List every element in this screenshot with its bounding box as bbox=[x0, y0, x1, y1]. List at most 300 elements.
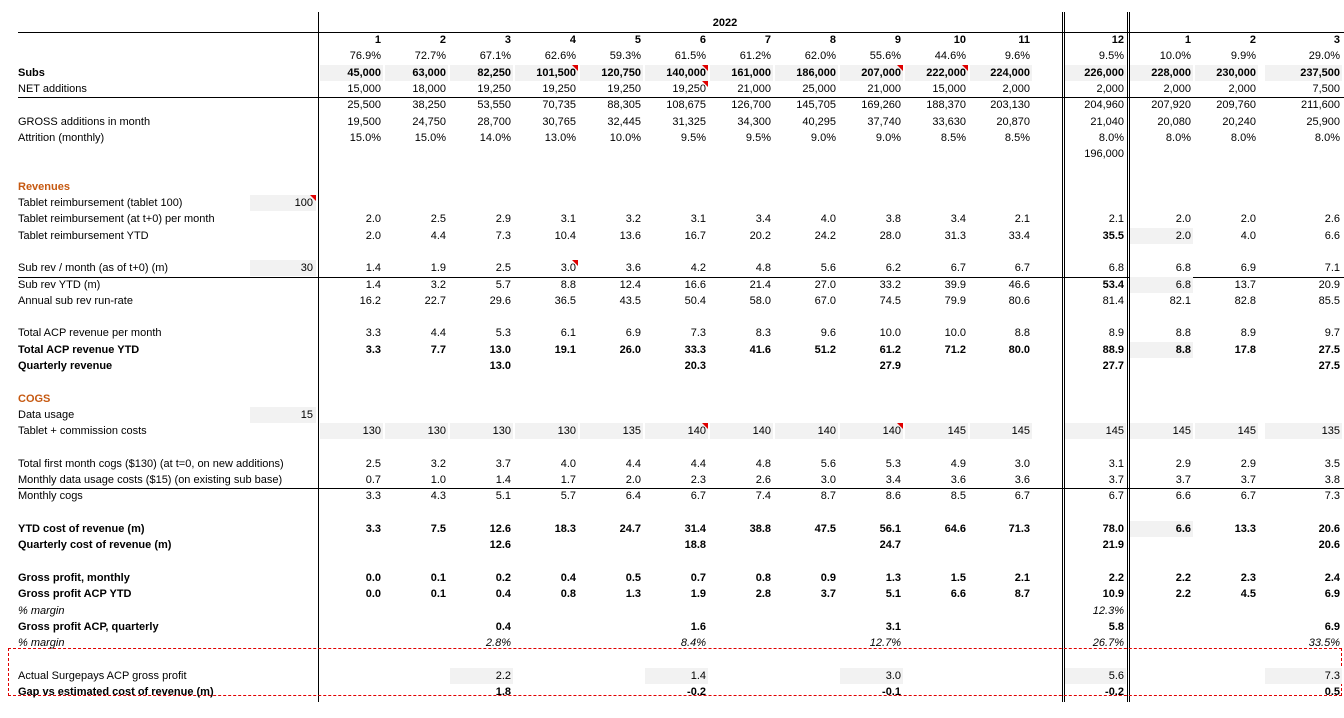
cell[interactable] bbox=[710, 146, 773, 162]
cell[interactable] bbox=[580, 537, 643, 553]
cell[interactable]: 21.9 bbox=[1102, 539, 1124, 552]
cell[interactable]: 10.4 bbox=[554, 229, 576, 242]
cell[interactable]: 64.6 bbox=[944, 523, 966, 535]
cell[interactable]: 2.9 bbox=[1175, 457, 1191, 470]
cell[interactable]: 18,000 bbox=[412, 82, 446, 95]
cell[interactable]: 4.2 bbox=[690, 262, 706, 275]
cell[interactable]: 20,240 bbox=[1222, 115, 1256, 128]
cell[interactable]: 2.1 bbox=[1108, 213, 1124, 226]
cell[interactable]: 126,700 bbox=[731, 99, 771, 112]
comment-indicator-icon[interactable] bbox=[702, 65, 708, 71]
cell[interactable]: 45,000 bbox=[320, 65, 383, 81]
cell[interactable]: 15,000 bbox=[932, 82, 966, 95]
cell[interactable]: 32,445 bbox=[607, 115, 641, 128]
cell[interactable]: 3.0 bbox=[560, 262, 576, 275]
cell[interactable]: 3.8 bbox=[1324, 474, 1340, 487]
cell[interactable] bbox=[385, 668, 448, 684]
cell[interactable]: 4.4 bbox=[430, 229, 446, 242]
cell[interactable]: 4.0 bbox=[820, 213, 836, 226]
cell[interactable]: 6.6 bbox=[1324, 229, 1340, 242]
cell[interactable]: 47.5 bbox=[814, 523, 836, 535]
cell[interactable] bbox=[1130, 358, 1193, 374]
cell[interactable] bbox=[775, 619, 838, 635]
cell[interactable] bbox=[1265, 603, 1342, 619]
cell[interactable]: 27.5 bbox=[1318, 343, 1340, 356]
cell[interactable]: 31,325 bbox=[672, 115, 706, 128]
cell[interactable]: 8 bbox=[829, 34, 836, 46]
cell[interactable] bbox=[775, 635, 838, 651]
cell[interactable]: 6.4 bbox=[625, 490, 641, 503]
cell[interactable]: 9.9% bbox=[1230, 50, 1256, 63]
cell[interactable]: 15,000 bbox=[347, 82, 381, 95]
cell[interactable]: 9.7 bbox=[1324, 327, 1340, 340]
cell[interactable]: 55.6% bbox=[869, 50, 901, 63]
cell[interactable]: 36.5 bbox=[554, 294, 576, 307]
cell[interactable] bbox=[775, 684, 838, 700]
cell[interactable]: 3.4 bbox=[950, 213, 966, 226]
cell[interactable]: 7.3 bbox=[1324, 490, 1340, 503]
cell[interactable]: 0.2 bbox=[495, 571, 511, 584]
cell[interactable]: 3.2 bbox=[430, 457, 446, 470]
cell[interactable]: 38,250 bbox=[412, 99, 446, 112]
cell[interactable]: 7.5 bbox=[430, 523, 446, 535]
cell[interactable]: 2.0 bbox=[1130, 228, 1193, 244]
cell[interactable]: 72.7% bbox=[414, 50, 446, 63]
cell[interactable]: 2,000 bbox=[1228, 82, 1256, 95]
cell[interactable]: 196,000 bbox=[1084, 148, 1124, 161]
cell[interactable] bbox=[515, 603, 578, 619]
cell[interactable]: 15.0% bbox=[349, 131, 381, 144]
cell[interactable]: 53.4 bbox=[1102, 278, 1124, 291]
cell[interactable] bbox=[515, 619, 578, 635]
cell[interactable]: 25,000 bbox=[802, 82, 836, 95]
comment-indicator-icon[interactable] bbox=[572, 65, 578, 71]
cell[interactable]: 15.0% bbox=[414, 131, 446, 144]
cell[interactable]: 5.8 bbox=[1108, 620, 1124, 633]
cell[interactable]: 8.5 bbox=[950, 490, 966, 503]
cell[interactable]: 4 bbox=[569, 34, 576, 46]
comment-indicator-icon[interactable] bbox=[702, 81, 708, 87]
cell[interactable]: 2,000 bbox=[1163, 82, 1191, 95]
cell[interactable]: 5.6 bbox=[1065, 668, 1126, 684]
cell[interactable]: 21,040 bbox=[1090, 115, 1124, 128]
cell[interactable]: 3 bbox=[1333, 34, 1340, 46]
cell[interactable]: 82.8 bbox=[1234, 294, 1256, 307]
cell[interactable] bbox=[840, 146, 903, 162]
cell[interactable]: 12.6 bbox=[489, 523, 511, 535]
cell[interactable]: 3.5 bbox=[1324, 457, 1340, 470]
cell[interactable]: 7.3 bbox=[495, 229, 511, 242]
cell[interactable] bbox=[580, 619, 643, 635]
comment-indicator-icon[interactable] bbox=[897, 65, 903, 71]
cell[interactable]: 0.7 bbox=[690, 571, 706, 584]
cell[interactable]: 2.2 bbox=[1175, 588, 1191, 601]
cell[interactable]: 2.0 bbox=[365, 229, 381, 242]
cell[interactable]: 7,500 bbox=[1312, 82, 1340, 95]
cell[interactable]: 59.3% bbox=[609, 50, 641, 63]
cell[interactable]: 8.3 bbox=[755, 327, 771, 340]
cell[interactable]: 3.3 bbox=[365, 490, 381, 503]
cell[interactable]: 4.0 bbox=[1240, 229, 1256, 242]
cell[interactable] bbox=[320, 635, 383, 651]
cell[interactable]: 7.1 bbox=[1324, 262, 1340, 275]
cell[interactable] bbox=[385, 537, 448, 553]
cell[interactable]: 50.4 bbox=[684, 294, 706, 307]
cell[interactable]: 145 bbox=[1065, 423, 1126, 439]
cell[interactable]: 4.8 bbox=[755, 262, 771, 275]
cell[interactable]: 2.8 bbox=[755, 588, 771, 601]
cell[interactable]: 4.9 bbox=[950, 457, 966, 470]
cell[interactable] bbox=[580, 684, 643, 700]
cell[interactable]: 2,000 bbox=[1002, 82, 1030, 95]
cell[interactable]: 5.7 bbox=[495, 278, 511, 291]
cell[interactable]: 5.1 bbox=[495, 490, 511, 503]
cell[interactable] bbox=[580, 635, 643, 651]
comment-indicator-icon[interactable] bbox=[702, 423, 708, 429]
cell[interactable]: 145 bbox=[1130, 423, 1193, 439]
cell[interactable]: 80.0 bbox=[1008, 343, 1030, 356]
cell[interactable]: 2.1 bbox=[1014, 571, 1030, 584]
cell[interactable]: 2.8% bbox=[485, 637, 511, 650]
cell[interactable]: 8.4% bbox=[680, 637, 706, 650]
cell[interactable]: 33.4 bbox=[1008, 229, 1030, 242]
cell[interactable]: 9.5% bbox=[1098, 50, 1124, 63]
cell[interactable]: 1.0 bbox=[430, 474, 446, 487]
cell[interactable] bbox=[1265, 146, 1342, 162]
cell[interactable]: 26.7% bbox=[1092, 637, 1124, 650]
cell[interactable] bbox=[645, 603, 708, 619]
cell[interactable]: 9.5% bbox=[680, 131, 706, 144]
cell[interactable]: 5.7 bbox=[560, 490, 576, 503]
comment-indicator-icon[interactable] bbox=[310, 195, 316, 201]
cell[interactable]: 76.9% bbox=[349, 50, 381, 63]
cell[interactable] bbox=[970, 635, 1032, 651]
cell[interactable]: 8.8 bbox=[560, 278, 576, 291]
cell[interactable]: 12 bbox=[1111, 34, 1124, 46]
cell[interactable]: 3.1 bbox=[1108, 457, 1124, 470]
cell[interactable] bbox=[515, 635, 578, 651]
cell[interactable]: 3.6 bbox=[950, 474, 966, 487]
cell[interactable]: 29.6 bbox=[489, 294, 511, 307]
cell[interactable]: 67.1% bbox=[479, 50, 511, 63]
cell[interactable] bbox=[775, 603, 838, 619]
cell[interactable]: 2.0 bbox=[1175, 213, 1191, 226]
cell[interactable]: 2.9 bbox=[1240, 457, 1256, 470]
cell[interactable] bbox=[385, 358, 448, 374]
cell[interactable]: 3 bbox=[504, 34, 511, 46]
cell[interactable] bbox=[515, 684, 578, 700]
cell[interactable]: 16.7 bbox=[684, 229, 706, 242]
cell[interactable]: 3.0 bbox=[840, 668, 903, 684]
cell[interactable]: 10.9 bbox=[1102, 588, 1124, 601]
cell[interactable]: 130 bbox=[515, 423, 578, 439]
cell[interactable]: 4.3 bbox=[430, 490, 446, 503]
cell[interactable]: 120,750 bbox=[580, 65, 643, 81]
cell[interactable]: 5.6 bbox=[820, 457, 836, 470]
cell[interactable]: 1.3 bbox=[885, 571, 901, 584]
cell[interactable]: 20.9 bbox=[1318, 278, 1340, 291]
cell[interactable]: 3.6 bbox=[625, 262, 641, 275]
cell[interactable]: 1 bbox=[1184, 34, 1191, 46]
cell[interactable] bbox=[710, 668, 773, 684]
cell[interactable] bbox=[1195, 537, 1258, 553]
cell[interactable] bbox=[970, 603, 1032, 619]
cell[interactable] bbox=[515, 668, 578, 684]
cell[interactable] bbox=[775, 358, 838, 374]
cell[interactable]: 13.0% bbox=[544, 131, 576, 144]
cell[interactable]: 140,000 bbox=[645, 65, 708, 81]
cell[interactable]: 27.5 bbox=[1318, 360, 1340, 372]
cell[interactable] bbox=[970, 358, 1032, 374]
cell[interactable] bbox=[1130, 668, 1193, 684]
cell[interactable]: 81.4 bbox=[1102, 294, 1124, 307]
cell[interactable]: 3.4 bbox=[885, 474, 901, 487]
cell[interactable]: 33.2 bbox=[879, 278, 901, 291]
cell[interactable]: 9 bbox=[894, 34, 901, 46]
cell[interactable]: 7 bbox=[764, 34, 771, 46]
cell[interactable]: 0.5 bbox=[625, 571, 641, 584]
cell[interactable]: 0.8 bbox=[755, 571, 771, 584]
cell[interactable]: 12.3% bbox=[1092, 604, 1124, 617]
cell[interactable]: 3.3 bbox=[365, 327, 381, 340]
cell[interactable] bbox=[1195, 668, 1258, 684]
cell[interactable]: 20,870 bbox=[996, 115, 1030, 128]
cell[interactable] bbox=[710, 635, 773, 651]
cell[interactable]: 8.6 bbox=[885, 490, 901, 503]
cell[interactable]: 2.3 bbox=[1240, 571, 1256, 584]
cell[interactable]: 33.5% bbox=[1308, 637, 1340, 650]
cell[interactable]: 3.0 bbox=[1014, 457, 1030, 470]
cell[interactable]: -0.2 bbox=[687, 686, 706, 698]
cell[interactable]: 24.2 bbox=[814, 229, 836, 242]
cell[interactable]: 140 bbox=[840, 423, 903, 439]
cell[interactable]: 46.6 bbox=[1008, 278, 1030, 291]
cell[interactable]: 24,750 bbox=[412, 115, 446, 128]
cell[interactable]: 3.1 bbox=[560, 213, 576, 226]
cell[interactable]: 38.8 bbox=[749, 523, 771, 535]
cell[interactable]: 5.3 bbox=[495, 327, 511, 340]
cell[interactable]: 80.6 bbox=[1008, 294, 1030, 307]
cell[interactable]: 10.0% bbox=[1159, 50, 1191, 63]
cell[interactable] bbox=[1130, 537, 1193, 553]
cell[interactable]: 31.3 bbox=[944, 229, 966, 242]
comment-indicator-icon[interactable] bbox=[962, 65, 968, 71]
cell[interactable] bbox=[1130, 635, 1193, 651]
cell[interactable]: 145,705 bbox=[796, 99, 836, 112]
cell[interactable]: 3.7 bbox=[820, 588, 836, 601]
cell[interactable]: 130 bbox=[320, 423, 383, 439]
cell[interactable]: 9.0% bbox=[810, 131, 836, 144]
cell[interactable] bbox=[905, 619, 968, 635]
cell[interactable]: 204,960 bbox=[1084, 99, 1124, 112]
cell[interactable]: 67.0 bbox=[814, 294, 836, 307]
cell[interactable]: 2 bbox=[439, 34, 446, 46]
cell[interactable]: 2.0 bbox=[625, 474, 641, 487]
cell[interactable]: 6.9 bbox=[1240, 262, 1256, 275]
cell[interactable]: 12.7% bbox=[869, 637, 901, 650]
cell[interactable]: 3.7 bbox=[495, 457, 511, 470]
cell[interactable]: 2.6 bbox=[1324, 213, 1340, 226]
cell[interactable] bbox=[905, 684, 968, 700]
cell[interactable]: 224,000 bbox=[970, 65, 1032, 81]
cell[interactable]: 13.0 bbox=[489, 343, 511, 356]
cell[interactable]: 145 bbox=[1195, 423, 1258, 439]
cell[interactable]: 6.6 bbox=[1175, 490, 1191, 503]
cell[interactable]: 5 bbox=[634, 34, 641, 46]
cell[interactable]: 33,630 bbox=[932, 115, 966, 128]
cell[interactable]: 10.0% bbox=[609, 131, 641, 144]
cell[interactable]: 6.9 bbox=[1324, 588, 1340, 601]
cell[interactable]: 10.0 bbox=[944, 327, 966, 340]
cell[interactable]: 8.0% bbox=[1098, 131, 1124, 144]
cell[interactable]: 28,700 bbox=[477, 115, 511, 128]
cell[interactable]: -0.2 bbox=[1105, 686, 1124, 698]
cell[interactable]: 4.5 bbox=[1240, 588, 1256, 601]
cell[interactable]: 228,000 bbox=[1130, 65, 1193, 81]
cell[interactable]: 8.0% bbox=[1165, 131, 1191, 144]
cell[interactable]: 3.3 bbox=[365, 523, 381, 535]
cell[interactable]: 82,250 bbox=[450, 65, 513, 81]
cell[interactable]: 3.1 bbox=[885, 620, 901, 633]
cell[interactable] bbox=[840, 603, 903, 619]
cell[interactable] bbox=[385, 146, 448, 162]
cell[interactable]: 3.2 bbox=[430, 278, 446, 291]
cell[interactable]: 9.6% bbox=[1004, 50, 1030, 63]
cell[interactable] bbox=[580, 603, 643, 619]
cell[interactable]: 21,000 bbox=[737, 82, 771, 95]
input-cell[interactable]: 15 bbox=[250, 407, 316, 423]
cell[interactable]: 6.1 bbox=[560, 327, 576, 340]
cell[interactable]: 188,370 bbox=[926, 99, 966, 112]
cell[interactable] bbox=[1130, 146, 1193, 162]
cell[interactable]: 207,920 bbox=[1151, 99, 1191, 112]
cell[interactable]: 61.2 bbox=[879, 343, 901, 356]
cell[interactable] bbox=[710, 537, 773, 553]
cell[interactable] bbox=[645, 146, 708, 162]
cell[interactable]: 0.1 bbox=[430, 571, 446, 584]
cell[interactable]: 63,000 bbox=[385, 65, 448, 81]
cell[interactable] bbox=[775, 537, 838, 553]
cell[interactable]: 35.5 bbox=[1102, 229, 1124, 242]
cell[interactable]: 53,550 bbox=[477, 99, 511, 112]
cell[interactable]: 0.5 bbox=[1324, 686, 1340, 698]
cell[interactable] bbox=[1195, 603, 1258, 619]
cell[interactable]: 71.3 bbox=[1008, 523, 1030, 535]
cell[interactable]: 27.7 bbox=[1102, 360, 1124, 372]
cell[interactable]: 2.2 bbox=[1175, 571, 1191, 584]
cell[interactable]: 6.7 bbox=[690, 490, 706, 503]
cell[interactable]: 17.8 bbox=[1234, 343, 1256, 356]
cell[interactable]: 8.0% bbox=[1230, 131, 1256, 144]
comment-indicator-icon[interactable] bbox=[897, 423, 903, 429]
cell[interactable]: 140 bbox=[775, 423, 838, 439]
cell[interactable] bbox=[385, 635, 448, 651]
cell[interactable]: 6.8 bbox=[1130, 277, 1193, 293]
cell[interactable] bbox=[970, 537, 1032, 553]
cell[interactable] bbox=[320, 668, 383, 684]
cell[interactable]: 2.2 bbox=[450, 668, 513, 684]
cell[interactable]: 3.7 bbox=[1240, 474, 1256, 487]
cell[interactable] bbox=[385, 603, 448, 619]
cell[interactable] bbox=[515, 146, 578, 162]
cell[interactable]: 29.0% bbox=[1308, 50, 1340, 63]
cell[interactable]: 140 bbox=[710, 423, 773, 439]
cell[interactable] bbox=[450, 146, 513, 162]
cell[interactable]: 1 bbox=[374, 34, 381, 46]
cell[interactable]: 4.8 bbox=[755, 457, 771, 470]
cell[interactable] bbox=[385, 684, 448, 700]
cell[interactable]: 31.4 bbox=[684, 523, 706, 535]
cell[interactable]: 145 bbox=[970, 423, 1032, 439]
cell[interactable]: 9.6 bbox=[820, 327, 836, 340]
cell[interactable]: 19,500 bbox=[347, 115, 381, 128]
cell[interactable]: 2.1 bbox=[1014, 213, 1030, 226]
cell[interactable]: 70,735 bbox=[542, 99, 576, 112]
cell[interactable] bbox=[1195, 619, 1258, 635]
cell[interactable]: 20.2 bbox=[749, 229, 771, 242]
cell[interactable]: 1.4 bbox=[645, 668, 708, 684]
cell[interactable] bbox=[320, 603, 383, 619]
cell[interactable]: 6.7 bbox=[1240, 490, 1256, 503]
input-cell[interactable]: 100 bbox=[250, 195, 316, 211]
cell[interactable]: 4.4 bbox=[625, 457, 641, 470]
cell[interactable] bbox=[1130, 619, 1193, 635]
cell[interactable]: 2.9 bbox=[495, 213, 511, 226]
cell[interactable]: 2.5 bbox=[365, 457, 381, 470]
cell[interactable]: 0.9 bbox=[820, 571, 836, 584]
cell[interactable] bbox=[515, 537, 578, 553]
cell[interactable]: 0.1 bbox=[430, 588, 446, 601]
cell[interactable]: 13.6 bbox=[619, 229, 641, 242]
cell[interactable]: 25,500 bbox=[347, 99, 381, 112]
cell[interactable]: 14.0% bbox=[479, 131, 511, 144]
cell[interactable]: 6 bbox=[699, 34, 706, 46]
cell[interactable]: 11 bbox=[1018, 34, 1030, 46]
cell[interactable]: 8.8 bbox=[1130, 342, 1193, 358]
cell[interactable] bbox=[580, 146, 643, 162]
cell[interactable]: 8.0% bbox=[1314, 131, 1340, 144]
cell[interactable] bbox=[710, 619, 773, 635]
cell[interactable]: 27.0 bbox=[814, 278, 836, 291]
cell[interactable]: 108,675 bbox=[666, 99, 706, 112]
cell[interactable]: 145 bbox=[905, 423, 968, 439]
cell[interactable]: 74.5 bbox=[879, 294, 901, 307]
cell[interactable]: 8.5% bbox=[940, 131, 966, 144]
cell[interactable]: 39.9 bbox=[944, 278, 966, 291]
cell[interactable]: 1.3 bbox=[625, 588, 641, 601]
cell[interactable]: 13.0 bbox=[489, 360, 511, 372]
cell[interactable]: 0.0 bbox=[365, 571, 381, 584]
cell[interactable]: 4.4 bbox=[690, 457, 706, 470]
cell[interactable]: 7.4 bbox=[755, 490, 771, 503]
cell[interactable]: 18.3 bbox=[554, 523, 576, 535]
cell[interactable]: 0.4 bbox=[495, 588, 511, 601]
cell[interactable]: 6.6 bbox=[950, 588, 966, 601]
cell[interactable]: 40,295 bbox=[802, 115, 836, 128]
cell[interactable]: 230,000 bbox=[1195, 65, 1258, 81]
cell[interactable]: 5.1 bbox=[885, 588, 901, 601]
cell[interactable]: 3.3 bbox=[365, 343, 381, 356]
cell[interactable]: 211,600 bbox=[1301, 99, 1340, 112]
cell[interactable]: 2.5 bbox=[495, 262, 511, 275]
cell[interactable]: 19,250 bbox=[477, 82, 511, 95]
cell[interactable]: 9.5% bbox=[745, 131, 771, 144]
cell[interactable]: 0.4 bbox=[560, 571, 576, 584]
cell[interactable] bbox=[905, 537, 968, 553]
cell[interactable] bbox=[515, 358, 578, 374]
cell[interactable] bbox=[970, 684, 1032, 700]
cell[interactable] bbox=[580, 358, 643, 374]
